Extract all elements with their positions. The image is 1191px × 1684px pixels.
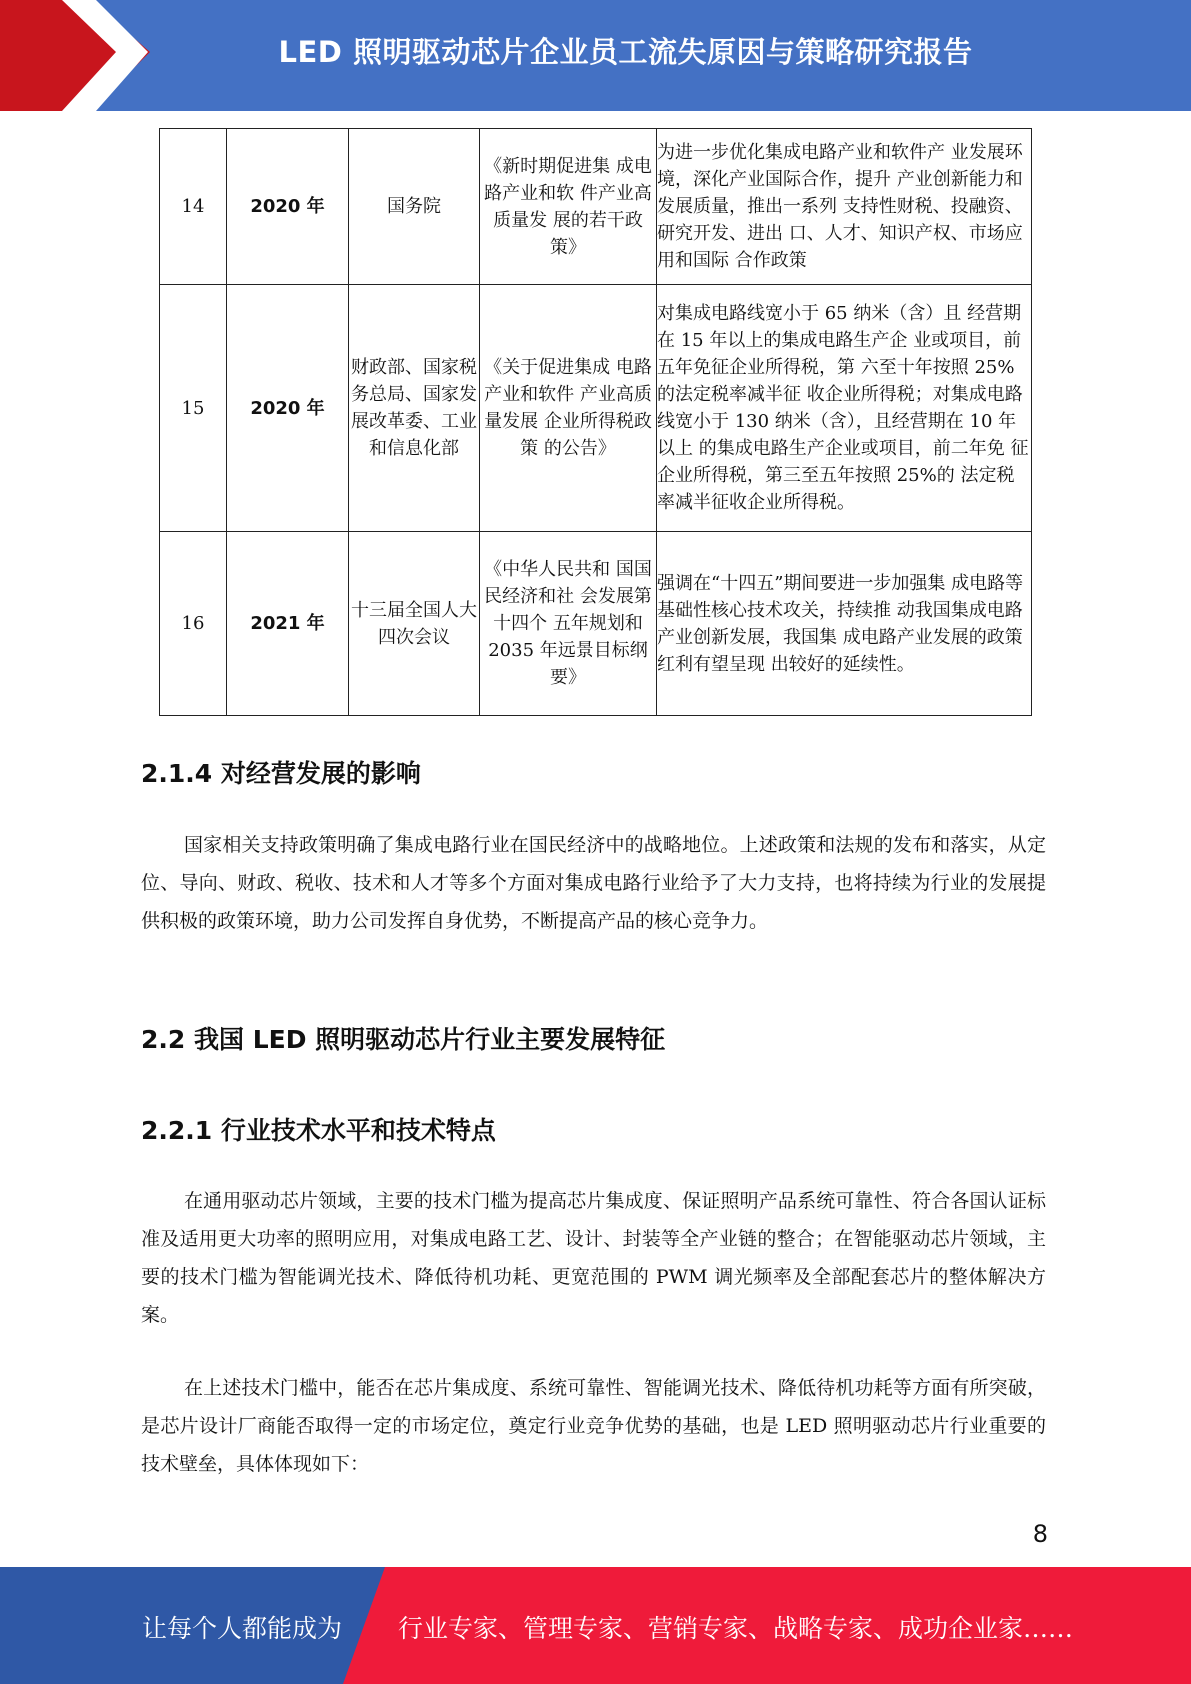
row-number: 15 <box>160 285 227 532</box>
page-footer-bar <box>0 1567 1191 1684</box>
row-policy-title: 《新时期促进集 成电路产业和软 件产业高质量发 展的若干政策》 <box>480 129 657 285</box>
section-heading-2-2: 2.2 我国 LED 照明驱动芯片行业主要发展特征 <box>141 1025 666 1054</box>
row-year: 2020 年 <box>227 129 349 285</box>
row-policy-title: 《关于促进集成 电路产业和软件 产业高质量发展 企业所得税政策 的公告》 <box>480 285 657 532</box>
row-department: 财政部、国家税务总局、国家发展改革委、工业和信息化部 <box>349 285 480 532</box>
policy-table <box>159 128 1032 716</box>
footer-slogan-left: 让每个人都能成为 <box>142 1614 343 1643</box>
report-title: LED 照明驱动芯片企业员工流失原因与策略研究报告 <box>278 34 973 69</box>
row-policy-content: 对集成电路线宽小于 65 纳米（含）且 经营期在 15 年以上的集成电路生产企 业或项目，前五年免征企业所得税，第 六至十年按照 25%的法定税率减半征 收企业所得税；对集成电路线宽小于 130 纳米（含），且经营期在 10 年以上 的集成电路生产企业或项目，前二年免 征企业所得税，第三至五年按照 25%的 法定税率减半征收企业所得税。 <box>657 285 1032 532</box>
section-paragraph: 在通用驱动芯片领域，主要的技术门槛为提高芯片集成度、保证照明产品系统可靠性、符合各国认证标准及适用更大功率的照明应用，对集成电路工艺、设计、封装等全产业链的整合；在智能驱动芯片领域，主要的技术门槛为智能调光技术、降低待机功耗、更宽范围的 PWM 调光频率及全部配套芯片的整体解决方案。 <box>141 1190 1046 1326</box>
section-heading-2-2-1: 2.2.1 行业技术水平和技术特点 <box>141 1116 496 1145</box>
table-row <box>160 129 1032 285</box>
section-paragraph: 国家相关支持政策明确了集成电路行业在国民经济中的战略地位。上述政策和法规的发布和落实，从定位、导向、财政、税收、技术和人才等多个方面对集成电路行业给予了大力支持，也将持续为行业的发展提供积极的政策环境，助力公司发挥自身优势，不断提高产品的核心竞争力。 <box>141 834 1046 932</box>
page-header-bar <box>0 0 1191 111</box>
table-row <box>160 532 1032 716</box>
row-number: 16 <box>160 532 227 716</box>
row-year: 2021 年 <box>227 532 349 716</box>
row-year: 2020 年 <box>227 285 349 532</box>
row-policy-title: 《中华人民共和 国国民经济和社 会发展第十四个 五年规划和 2035 年远景目标纲 要》 <box>480 532 657 716</box>
row-policy-content: 为进一步优化集成电路产业和软件产 业发展环境，深化产业国际合作，提升 产业创新能力和发展质量，推出一系列 支持性财税、投融资、研究开发、进出 口、人才、知识产权、市场应用和国际 合作政策 <box>657 129 1032 285</box>
row-policy-content: 强调在“十四五”期间要进一步加强集 成电路等基础性核心技术攻关，持续推 动我国集成电路产业创新发展，我国集 成电路产业发展的政策红利有望呈现 出较好的延续性。 <box>657 532 1032 716</box>
row-number: 14 <box>160 129 227 285</box>
page-number: 8 <box>1032 1520 1048 1548</box>
footer-slogan-right: 行业专家、管理专家、营销专家、战略专家、成功企业家…… <box>398 1614 1074 1643</box>
table-row <box>160 285 1032 532</box>
row-department: 十三届全国人大四次会议 <box>349 532 480 716</box>
row-department: 国务院 <box>349 129 480 285</box>
section-paragraph: 在上述技术门槛中，能否在芯片集成度、系统可靠性、智能调光技术、降低待机功耗等方面有所突破，是芯片设计厂商能否取得一定的市场定位，奠定行业竞争优势的基础，也是 LED 照明驱动芯片行业重要的技术壁垒，具体体现如下： <box>141 1377 1046 1475</box>
section-heading-2-1-4: 2.1.4 对经营发展的影响 <box>141 759 421 788</box>
